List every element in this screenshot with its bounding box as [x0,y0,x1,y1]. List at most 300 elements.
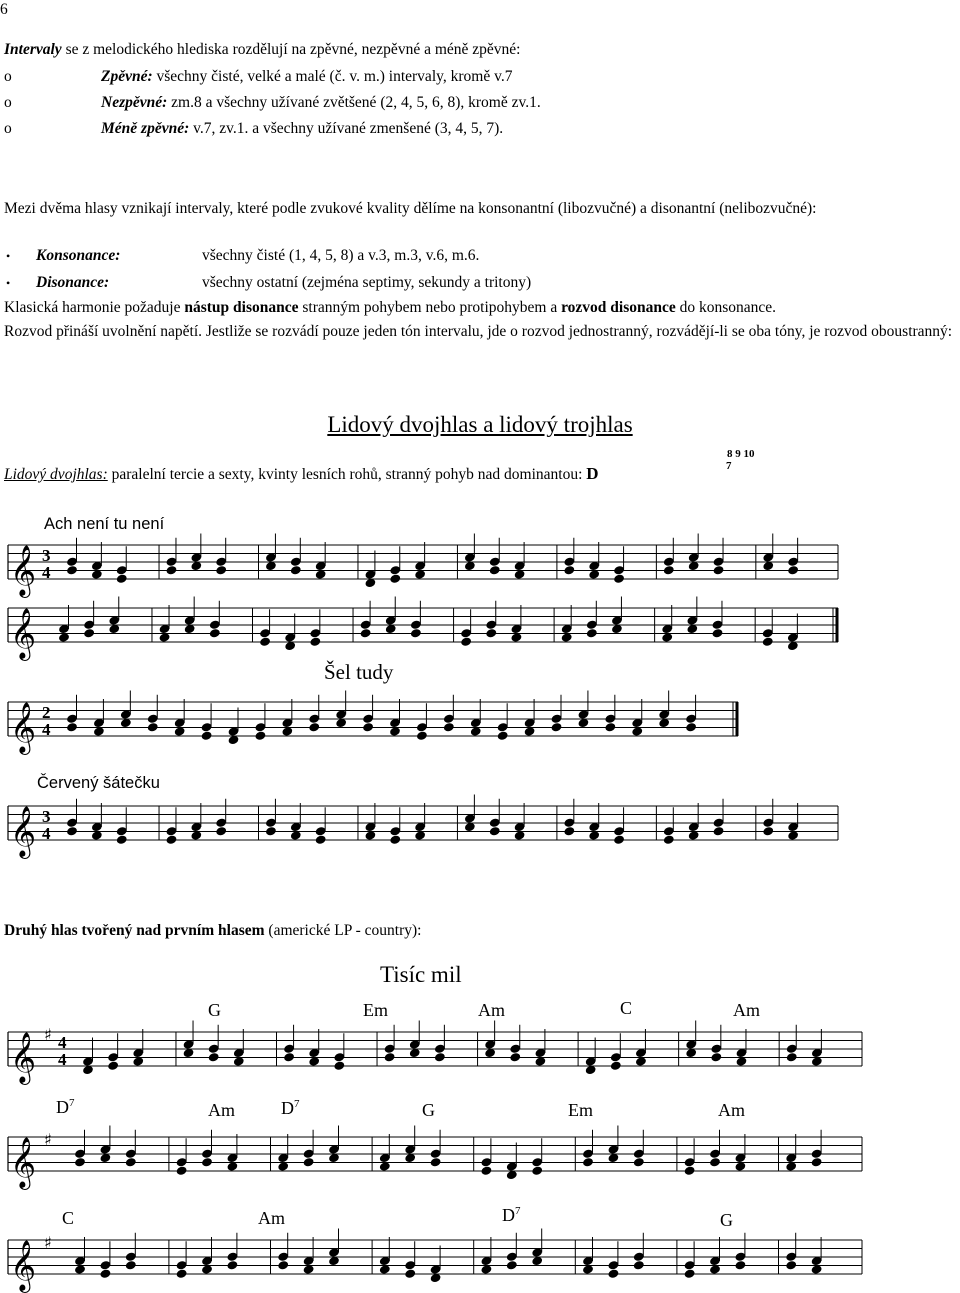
chord-root: D [56,1097,69,1117]
chord-symbol [62,1208,74,1229]
note-head [635,1056,647,1067]
note-head [709,1148,721,1159]
note-head [661,632,673,643]
note-head [91,830,103,841]
note-head [83,619,95,630]
note-head [303,1264,315,1275]
note-head [176,1260,188,1271]
note-head [443,722,455,733]
note-head [734,1161,746,1172]
note-head [586,619,598,630]
note-head [277,1251,289,1262]
note-head [384,1043,396,1054]
note-head [607,1268,619,1279]
intro-line [4,40,520,60]
note-head [410,619,422,630]
note-head [404,1144,416,1155]
note-head [711,628,723,639]
bullet-label: Disonance: [36,274,110,291]
note-head [586,628,598,639]
note-head [762,826,774,837]
note-head [147,713,159,724]
note-head [470,718,482,729]
note-head [631,718,643,729]
note-head [434,1052,446,1063]
note-head [335,718,347,729]
note-head [563,826,575,837]
bullet-text: všechny ostatní (zejména septimy, sekundy a tritony) [202,274,532,291]
note-head [414,830,426,841]
note-head [604,722,616,733]
note-head [183,1039,195,1050]
note-head [713,817,725,828]
note-head [201,730,213,741]
note-head [315,834,327,845]
note-head [430,1264,442,1275]
bullet-marker: • [6,249,11,263]
note-head [464,561,476,572]
lidovy-text: paralelní tercie a sexty, kvinty lesních rohů, stranný pohyb nad dominantou: [107,466,587,483]
note-head [506,1260,518,1271]
note-head [762,817,774,828]
time-signature-bottom: 4 [58,1050,67,1069]
note-head [430,1148,442,1159]
note-head [713,556,725,567]
note-head [66,713,78,724]
note-head [201,1256,213,1267]
note-head [534,1056,546,1067]
note-head [416,730,428,741]
interval-type-text: v.7, zv.1. a všechny užívané zmenšené (3, 4, 5, 7). [189,120,504,137]
note-head [82,1056,94,1067]
note-head [410,628,422,639]
note-head [684,1165,696,1176]
note-head [201,722,213,733]
note-head [309,628,321,639]
note-head [66,565,78,576]
note-head [480,1165,492,1176]
note-head [165,556,177,567]
note-head [308,713,320,724]
note-head [116,573,128,584]
note-head [685,713,697,724]
note-head [389,573,401,584]
note-head [610,1060,622,1071]
note-head [489,826,501,837]
note-head [308,1056,320,1067]
lidovy-label: Lidový dvojhlas: [4,466,108,483]
bullet-label: Konsonance: [36,247,121,264]
note-head [470,726,482,737]
note-head [713,826,725,837]
note-head [328,1144,340,1155]
time-signature-bottom: 4 [42,720,51,739]
chord-symbol [208,1100,235,1121]
note-head [658,709,670,720]
note-head [91,561,103,572]
lidovy-dvojhlas-line [4,464,599,485]
treble-clef-icon: 𝄞 [10,545,37,596]
note-head [506,1251,518,1262]
note-head [688,822,700,833]
note-head [147,722,159,733]
note-head [635,1048,647,1059]
note-head [364,578,376,589]
note-head [762,561,774,572]
druhy-hlas-line [4,921,421,941]
note-head [176,1157,188,1168]
note-head [416,722,428,733]
chord-symbol [718,1100,745,1121]
note-head [284,632,296,643]
note-head [116,834,128,845]
chord-symbol: Em [363,1000,388,1020]
note-head [514,830,526,841]
interval-type-3 [4,119,504,139]
note-head [514,569,526,580]
note-head [190,552,202,563]
note-head [607,1144,619,1155]
note-head [613,834,625,845]
note-head [688,552,700,563]
note-head [531,1256,543,1267]
interval-type-text: zm.8 a všechny užívané zvětšené (2, 4, 5, 6, 8), kromě zv.1. [167,94,541,111]
note-head [254,730,266,741]
note-head [116,826,128,837]
note-head [91,822,103,833]
note-head [66,722,78,733]
note-head [460,628,472,639]
dominant-superscript: 8 9 10 [727,448,755,460]
note-head [811,1048,823,1059]
note-head [66,556,78,567]
note-head [531,1157,543,1168]
note-head [201,1157,213,1168]
note-head [588,561,600,572]
note-head [74,1256,86,1267]
note-head [633,1148,645,1159]
bullet-text: všechny čisté (1, 4, 5, 8) a v.3, m.3, v.6, m.6. [202,247,480,264]
chord-extension: 7 [69,1097,75,1109]
time-signature-top: 3 [42,807,51,826]
note-head [290,565,302,576]
note-head [174,726,186,737]
note-head [176,1165,188,1176]
note-head [735,1056,747,1067]
note-head [389,726,401,737]
note-head [663,556,675,567]
note-head [489,565,501,576]
note-head [551,722,563,733]
note-head [762,628,774,639]
note-head [265,817,277,828]
note-head [379,1256,391,1267]
note-head [362,713,374,724]
note-head [710,1043,722,1054]
note-head [215,556,227,567]
note-head [734,1153,746,1164]
note-head [811,1256,823,1267]
note-head [174,718,186,729]
note-head [226,1251,238,1262]
note-head [362,722,374,733]
note-head [379,1161,391,1172]
note-head [265,826,277,837]
note-head [497,722,509,733]
note-head [159,632,171,643]
note-head [389,826,401,837]
note-head [561,624,573,635]
song-title-ach: Ach není tu není [44,515,165,533]
note-head [588,822,600,833]
note-head [786,1043,798,1054]
note-head [787,830,799,841]
note-head [489,817,501,828]
note-head [389,718,401,729]
note-head [93,726,105,737]
note-head [510,632,522,643]
note-head [480,1264,492,1275]
note-head [786,1052,798,1063]
chord-symbol: Am [478,1000,505,1020]
time-signature-bottom: 4 [42,563,51,582]
intro-text: se z melodického hlediska rozdělují na zpěvné, nezpěvné a méně zpěvné: [61,41,521,58]
chord-root: D [502,1205,515,1225]
chord-root: D [281,1098,294,1118]
note-head [74,1148,86,1159]
note-head [184,615,196,626]
treble-clef-icon: 𝄞 [10,1032,37,1083]
chord-symbol [502,1205,521,1226]
note-head [159,624,171,635]
note-head [561,632,573,643]
interval-type-label: Méně zpěvné: [101,120,190,137]
note-head [604,713,616,724]
note-head [524,718,536,729]
dominant-subscript: 7 [726,460,732,472]
list-marker: o [4,68,12,85]
note-head [233,1048,245,1059]
note-head [309,636,321,647]
song-title-tisic: Tisíc mil [380,962,462,987]
note-head [563,565,575,576]
note-head [506,1161,518,1172]
note-head [385,615,397,626]
note-head [464,813,476,824]
note-head [480,1256,492,1267]
note-head [281,726,293,737]
note-head [610,1052,622,1063]
interval-type-text: všechny čisté, velké a malé (č. v. m.) intervaly, kromě v.7 [152,68,513,85]
note-head [290,556,302,567]
chord-symbol: Am [733,1000,760,1020]
note-head [785,1161,797,1172]
note-head [74,1157,86,1168]
note-head [283,1052,295,1063]
note-head [713,565,725,576]
note-head [116,565,128,576]
note-head [534,1048,546,1059]
note-head [414,569,426,580]
note-head [259,636,271,647]
note-head [226,1153,238,1164]
treble-clef-icon: 𝄞 [10,608,37,659]
note-head [688,830,700,841]
bold-term: rozvod disonance [561,299,676,316]
sharp-key-signature-icon: ♯ [44,1130,52,1149]
note-head [201,1264,213,1275]
note-head [811,1148,823,1159]
note-head [91,569,103,580]
note-head [485,628,497,639]
note-head [389,565,401,576]
note-head [315,826,327,837]
note-head [315,569,327,580]
note-head [711,619,723,630]
chord-extension: 7 [294,1098,300,1110]
note-head [389,834,401,845]
note-head [209,628,221,639]
dominant-symbol: D [586,464,599,483]
note-head [734,1260,746,1271]
note-head [99,1153,111,1164]
note-head [563,817,575,828]
note-head [165,826,177,837]
note-head [710,1052,722,1063]
treble-clef-icon: 𝄞 [10,1240,37,1291]
note-head [384,1052,396,1063]
note-head [633,1157,645,1168]
note-head [364,569,376,580]
time-signature-top: 2 [42,703,51,722]
note-head [165,834,177,845]
note-head [328,1153,340,1164]
time-signature-top: 4 [58,1033,67,1052]
note-head [430,1273,442,1284]
note-head [551,713,563,724]
note-head [228,735,240,746]
note-head [585,1056,597,1067]
note-head [254,722,266,733]
note-head [125,1157,137,1168]
chord-root: G [720,1210,733,1230]
note-head [414,561,426,572]
note-head [684,1260,696,1271]
note-head [414,822,426,833]
song-title-sel: Šel tudy [324,660,394,684]
list-marker: o [4,94,12,111]
note-head [303,1157,315,1168]
sharp-key-signature-icon: ♯ [44,1025,52,1044]
note-head [183,1048,195,1059]
note-head [611,624,623,635]
chord-root: G [422,1100,435,1120]
note-head [709,1157,721,1168]
note-head [284,641,296,652]
interval-type-1 [4,67,513,87]
note-head [120,709,132,720]
note-head [489,556,501,567]
note-head [107,1060,119,1071]
note-head [125,1148,137,1159]
note-head [787,822,799,833]
druhy-hlas-bold: Druhý hlas tvořený nad prvním hlasem [4,922,265,939]
chord-symbol: G [208,1000,221,1020]
note-head [385,624,397,635]
note-head [265,552,277,563]
note-head [588,830,600,841]
chord-symbol [258,1208,285,1229]
section-title: Lidový dvojhlas a lidový trojhlas [327,412,633,437]
note-head [460,636,472,647]
note-head [83,628,95,639]
note-head [108,615,120,626]
note-head [811,1157,823,1168]
note-head [303,1256,315,1267]
note-head [184,624,196,635]
note-head [464,552,476,563]
note-head [484,1039,496,1050]
text-run: stranným pohybem nebo protipohybem a [298,299,562,316]
note-head [734,1251,746,1262]
note-head [686,615,698,626]
note-head [281,718,293,729]
interval-type-label: Nezpěvné: [101,94,168,111]
note-head [785,1251,797,1262]
note-head [228,726,240,737]
note-head [99,1144,111,1155]
note-head [308,1048,320,1059]
note-head [506,1170,518,1181]
note-head [762,636,774,647]
note-head [190,830,202,841]
note-head [66,817,78,828]
note-head [404,1153,416,1164]
note-head [360,628,372,639]
note-head [685,1039,697,1050]
note-head [409,1039,421,1050]
chord-symbol [568,1100,593,1121]
note-head [290,822,302,833]
note-head [290,830,302,841]
chord-root: C [62,1208,75,1228]
note-head [277,1153,289,1164]
note-head [582,1264,594,1275]
note-head [443,713,455,724]
note-head [208,1052,220,1063]
note-head [686,624,698,635]
note-head [308,722,320,733]
note-head [379,1264,391,1275]
interval-type-2 [4,93,541,113]
note-head [190,822,202,833]
note-head [663,565,675,576]
note-head [74,1264,86,1275]
bullet-marker: • [6,276,11,290]
note-head [563,556,575,567]
note-head [364,830,376,841]
note-head [209,619,221,630]
note-head [434,1043,446,1054]
chord-symbol [422,1100,435,1121]
note-head [582,1148,594,1159]
note-head [787,632,799,643]
time-signature-bottom: 4 [42,824,51,843]
note-head [132,1056,144,1067]
chord-extension: 7 [515,1205,521,1217]
note-head [787,556,799,567]
note-head [66,826,78,837]
